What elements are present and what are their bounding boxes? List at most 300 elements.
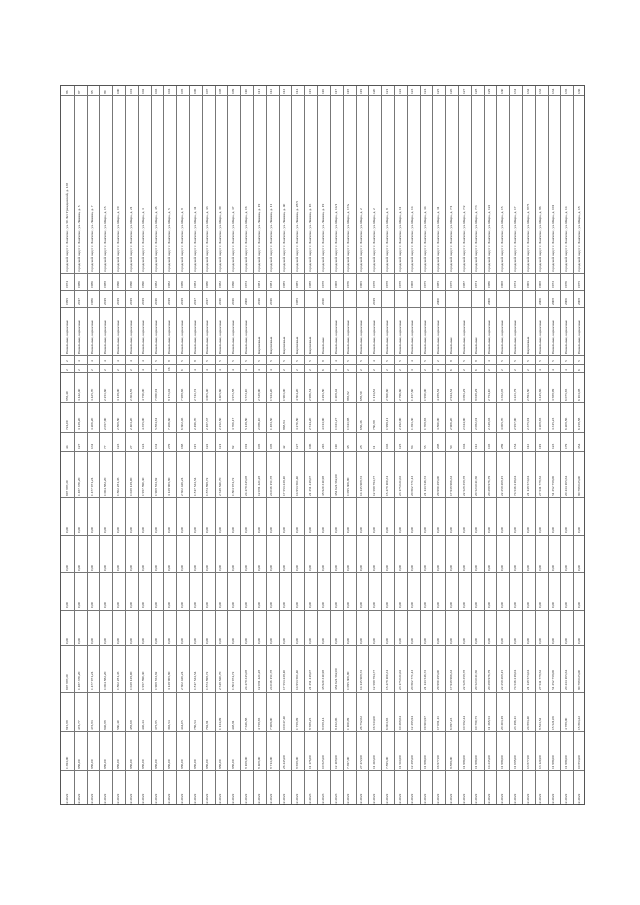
cell-municipal-funds: 0,00 [141,602,146,609]
cell-total-area: 2 893,50 [525,388,530,401]
cell-municipal-funds: 0,00 [346,602,351,609]
cell-regional-funds: 0,00 [128,564,133,571]
cell-year-renovated: 2008 [576,298,581,306]
cell-max-cost-per-sqm: 9 889,00 [448,756,453,769]
cell-residents: 82 [231,445,236,450]
cell-living-area: 2 375,91 [525,418,530,431]
cell-floors: 9 [474,360,479,363]
cell-floors: 2 [435,360,440,363]
cell-max-cost-per-sqm: 986,00 [77,759,82,769]
cell-entrances: 2 [77,368,82,371]
cell-residents: 191 [243,443,248,450]
cell-municipal-funds: 0,00 [410,602,415,609]
cell-entrances: 4 [435,368,440,371]
cell-owner-funds: 0,00 [115,637,120,644]
cell-year-built: 1974 [512,281,517,289]
cell-municipal-funds: 0,00 [269,602,274,609]
cell-residents: 123 [115,443,120,450]
cell-regional-funds: 0,00 [103,564,108,571]
cell-cost-per-sqm: 1 134,09 [218,717,223,730]
cell-wall-material: Панельные, каркасные [371,319,376,354]
cell-total-cost: 22 528 358,78 [461,475,466,496]
cell-floors: 5 [179,360,184,363]
column-separator [61,402,584,403]
row-separator [74,86,75,804]
cell-federal-funds: 0,00 [141,527,146,534]
cell-residents: 145 [487,443,492,450]
cell-federal-funds: 0,00 [269,527,274,534]
cell-municipal-funds: 0,00 [499,602,504,609]
cell-federal-funds: 0,00 [205,527,210,534]
cell-address: городской округ г. Лангепас, ул. Мира, д. 14 [563,206,568,272]
cell-year-renovated: 2019 [167,298,172,306]
cell-federal-funds: 0,00 [487,527,492,534]
cell-fund-cost: 14 145 908,72 [359,670,364,691]
cell-fund-cost: 1 477 971,24 [90,672,95,691]
cell-entrances: 6 [179,368,184,371]
cell-municipal-funds: 0,00 [487,602,492,609]
cell-year-built: 1990 [115,281,120,289]
cell-max-cost-per-sqm: 986,00 [179,759,184,769]
cell-owner-funds: 0,00 [487,637,492,644]
cell-federal-funds: 0,00 [295,527,300,534]
row-separator [407,86,408,804]
cell-total-area: 685,50 [359,390,364,401]
cell-wall-material: Панельные, каркасные [410,319,415,354]
cell-floors: 9 [167,360,172,363]
cell-owner-funds: 0,00 [410,637,415,644]
cell-living-area: 1 041,98 [346,418,351,431]
cell-row-number: 124 [423,88,428,94]
cell-residents: 27 [128,445,133,450]
cell-regional-funds: 0,00 [499,564,504,571]
cell-regional-funds: 0,00 [474,564,479,571]
cell-floors: 4 [103,360,108,363]
cell-year-built: 1975 [423,281,428,289]
cell-living-area: 2 403,20 [128,418,133,431]
cell-row-number: 111 [256,88,261,94]
cell-floors: 5 [307,360,312,363]
cell-completion-date: 12.2022 [512,793,517,805]
cell-year-built: 1988 [307,281,312,289]
cell-entrances: 4 [218,368,223,371]
cell-residents: 115 [192,444,197,450]
cell-owner-funds: 0,00 [551,637,556,644]
cell-living-area: 2 044,90 [461,418,466,431]
cell-residents: 131 [154,443,159,450]
cell-fund-cost: 14 953 561,40 [295,670,300,691]
cell-total-area: 6 163,08 [576,388,581,401]
cell-wall-material: Панельные, каркасные [499,319,504,354]
cell-residents: 289 [499,443,504,450]
cell-total-area: 3 139,00 [115,388,120,401]
cell-residents: 38 [346,445,351,450]
cell-total-area: 4 289,82 [435,388,440,401]
cell-cost-per-sqm: 10 582,44 [461,715,466,730]
cell-address: городской округ г. Лангепас, ул. Мира, д. 5 [167,207,172,272]
cell-federal-funds: 0,00 [410,527,415,534]
cell-municipal-funds: 0,00 [397,602,402,609]
cell-row-number: 133 [538,88,543,94]
cell-max-cost-per-sqm: 8 408,00 [256,756,261,769]
cell-federal-funds: 0,00 [154,527,159,534]
cell-address: городской округ г. Лангепас, ул. Мира, д. 11 [397,206,402,272]
cell-total-cost: 1 095 306,90 [346,477,351,496]
cell-living-area: 2 487,37 [205,418,210,431]
cell-cost-per-sqm: 448,91 [231,720,236,730]
cell-wall-material: Панельные, каркасные [167,319,172,354]
cell-row-number: 97 [77,90,82,94]
cell-wall-material: Панельные, каркасные [423,319,428,354]
row-separator [420,86,421,804]
cell-living-area: 3 208,65 [538,418,543,431]
cell-federal-funds: 0,00 [525,527,530,534]
cell-total-area: 2 364,85 [128,388,133,401]
cell-floors: 5 [576,360,581,363]
cell-federal-funds: 0,00 [563,527,568,534]
cell-floors: 5 [499,360,504,363]
cell-completion-date: 12.2022 [525,793,530,805]
cell-owner-funds: 0,00 [205,637,210,644]
cell-wall-material: Панельные, каркасные [192,319,197,354]
cell-total-area: 2 944,52 [448,388,453,401]
cell-year-built: 1978 [397,281,402,289]
cell-max-cost-per-sqm: 986,00 [154,759,159,769]
cell-municipal-funds: 0,00 [192,602,197,609]
cell-floors: 4 [141,360,146,363]
cell-fund-cost: 1 487 370,20 [77,672,82,691]
cell-fund-cost: 1 064 882,20 [103,672,108,691]
cell-floors: 5 [359,360,364,363]
cell-total-area: 2 560,60 [384,388,389,401]
cell-entrances: 2 [525,368,530,371]
cell-year-built: 1982 [218,281,223,289]
cell-max-cost-per-sqm: 14 235,00 [487,754,492,769]
cell-address: городской округ г. Лангепас, ул. Ленина, д. 28/5 [295,200,300,272]
cell-wall-material: Панельные, каркасные [243,319,248,354]
cell-residents: 50 [448,445,453,450]
cell-wall-material: Кирпичные [295,336,300,354]
cell-entrances: 4 [269,368,274,371]
cell-row-number: 117 [333,88,338,94]
cell-living-area: 3 129,20 [77,418,82,431]
cell-regional-funds: 0,00 [435,564,440,571]
cell-owner-funds: 0,00 [499,637,504,644]
cell-total-area: 965,82 [346,390,351,401]
cell-regional-funds: 0,00 [359,564,364,571]
cell-owner-funds: 0,00 [141,637,146,644]
cell-address: городской округ г. Лангепас, ул. Мира, д. 33 [205,206,210,272]
cell-floors: 9 [320,360,325,363]
cell-year-built: 1990 [128,281,133,289]
cell-fund-cost: 29 980 295,00 [435,670,440,691]
cell-completion-date: 12.2022 [115,793,120,805]
cell-total-area: 1 950,00 [423,388,428,401]
cell-floors: 5 [423,360,428,363]
cell-row-number: 135 [563,88,568,94]
cell-total-cost: 23 175 021,02 [397,475,402,496]
cell-municipal-funds: 0,00 [231,602,236,609]
cell-living-area: 4 013,90 [320,418,325,431]
cell-row-number: 134 [551,88,556,94]
cell-residents: 112 [474,444,479,450]
cell-owner-funds: 0,00 [192,637,197,644]
cell-year-built: 1986 [179,281,184,289]
cell-living-area: 6 258,88 [576,418,581,431]
cell-wall-material: Панельные, каркасные [90,319,95,354]
cell-max-cost-per-sqm: 986,00 [231,759,236,769]
cell-max-cost-per-sqm: 10 853,00 [576,754,581,769]
cell-wall-material: Панельные, каркасные [333,319,338,354]
cell-municipal-funds: 0,00 [333,602,338,609]
cell-fund-cost: 12 599 794,77 [371,670,376,691]
cell-entrances: 2 [307,368,312,371]
cell-regional-funds: 0,00 [371,564,376,571]
cell-floors: 5 [384,360,389,363]
cell-regional-funds: 0,00 [320,564,325,571]
cell-residents: 121 [218,443,223,450]
cell-owner-funds: 0,00 [448,637,453,644]
cell-entrances: 16 [167,367,172,371]
cell-cost-per-sqm: 7 969,00 [269,717,274,730]
cell-entrances: 2 [384,368,389,371]
cell-completion-date: 12.2022 [256,793,261,805]
cell-fund-cost: 27 531 778,52 [538,670,543,691]
cell-residents: 127 [295,443,300,450]
cell-total-area: 1 113,82 [371,388,376,401]
cell-owner-funds: 0,00 [512,637,517,644]
cell-total-cost: 1 862 281,45 [115,477,120,496]
cell-wall-material: Панельные, каркасные [103,319,108,354]
cell-row-number: 116 [320,88,325,94]
cell-year-built: 1981 [269,281,274,289]
cell-wall-material: Панельные, каркасные [115,319,120,354]
cell-regional-funds: 0,00 [461,564,466,571]
cell-cost-per-sqm: 6 097,23 [448,717,453,730]
cell-floors: 5 [295,360,300,363]
cell-year-renovated: 2019 [128,298,133,306]
cell-entrances: 2 [115,368,120,371]
cell-max-cost-per-sqm: 986,00 [103,759,108,769]
cell-wall-material: Панельные, каркасные [551,319,556,354]
cell-residents: 123 [551,443,556,450]
cell-total-area: 1 457,60 [410,388,415,401]
cell-federal-funds: 0,00 [231,527,236,534]
cell-total-cost: 20 289 976,79 [487,475,492,496]
cell-municipal-funds: 0,00 [218,602,223,609]
row-separator [253,86,254,804]
cell-completion-date: 12.2022 [295,793,300,805]
cell-owner-funds: 0,00 [525,637,530,644]
cell-row-number: 100 [115,88,120,94]
cell-total-area: 3 442,40 [77,388,82,401]
cell-address: городской округ г. Лангепас, ул. Мира, д. 16 [243,206,248,272]
cell-max-cost-per-sqm: 986,00 [218,759,223,769]
cell-max-cost-per-sqm: 26 445,00 [282,754,287,769]
cell-fund-cost: 51 352 759,06 [551,670,556,691]
cell-total-cost: 51 352 759,06 [551,475,556,496]
cell-year-built: 1978 [384,281,389,289]
cell-regional-funds: 0,00 [141,564,146,571]
cell-total-cost: 1 028 129,00 [128,477,133,496]
cell-cost-per-sqm: 1 100,09 [346,717,351,730]
cell-fund-cost: 21 143 546,72 [423,670,428,691]
cell-cost-per-sqm: 10 780,75 [474,715,479,730]
cell-row-number: 115 [307,88,312,94]
cell-year-renovated: 1995 [64,298,69,306]
cell-max-cost-per-sqm: 13 120,00 [538,754,543,769]
cell-row-number: 125 [435,88,440,94]
cell-year-built: 1986 [90,281,95,289]
cell-entrances: 2 [512,368,517,371]
cell-cost-per-sqm: 23 196,11 [512,715,517,730]
cell-total-cost: 1 803 974,72 [231,477,236,496]
row-separator [343,86,344,804]
cell-year-renovated: 1986 [90,298,95,306]
row-separator [304,86,305,804]
cell-federal-funds: 0,00 [359,527,364,534]
row-separator [484,86,485,804]
cell-regional-funds: 0,00 [448,564,453,571]
cell-municipal-funds: 0,00 [115,602,120,609]
cell-living-area: 6 208,86 [563,418,568,431]
cell-owner-funds: 0,00 [397,637,402,644]
cell-year-built: 1975 [576,281,581,289]
cell-floors: 4 [410,360,415,363]
cell-address: городской округ г. Лангепас, ул. Ленина, д. 11 [269,203,274,272]
cell-cost-per-sqm: 9 058,14 [320,717,325,730]
cell-year-built: 1976 [346,281,351,289]
column-separator [61,307,584,308]
cell-year-built: 1975 [448,281,453,289]
cell-owner-funds: 0,00 [563,637,568,644]
cell-row-number: 127 [461,88,466,94]
cell-federal-funds: 0,00 [320,527,325,534]
cell-row-number: 101 [128,88,133,94]
cell-year-built: 1987 [461,281,466,289]
cell-wall-material: Панельные, каркасные [346,319,351,354]
cell-wall-material: Кирпичные [282,336,287,354]
cell-floors: 5 [269,360,274,363]
row-separator [573,86,574,804]
cell-cost-per-sqm: 375,85 [154,720,159,730]
cell-floors: 4 [128,360,133,363]
cell-living-area: 6 602,46 [179,418,184,431]
cell-fund-cost: 22 259 268,15 [499,670,504,691]
cell-owner-funds: 0,00 [474,637,479,644]
cell-max-cost-per-sqm: 16 977,00 [435,754,440,769]
cell-total-area: 3 091,29 [461,388,466,401]
cell-entrances: 2 [461,368,466,371]
cell-residents: 105 [269,443,274,450]
cell-year-renovated: 2017 [205,298,210,306]
cell-regional-funds: 0,00 [218,564,223,571]
cell-row-number: 120 [371,88,376,94]
cell-entrances: 2 [371,368,376,371]
cell-address: городской округ г. Лангепас, ул. Мира, д. 2 [359,207,364,272]
cell-address: городской округ г. Лангепас, ул. Мира, д. 7/2 [461,205,466,272]
cell-entrances: 2 [295,368,300,371]
cell-completion-date: 12.2022 [461,793,466,805]
row-separator [496,86,497,804]
column-separator [61,572,584,573]
cell-fund-cost: 15 478 100,31 [384,670,389,691]
cell-completion-date: 12.2022 [64,793,69,805]
cell-federal-funds: 0,00 [384,527,389,534]
cell-federal-funds: 0,00 [179,527,184,534]
cell-federal-funds: 0,00 [77,527,82,534]
cell-residents: 127 [77,443,82,450]
row-separator [227,86,228,804]
cell-max-cost-per-sqm: 986,00 [167,759,172,769]
cell-federal-funds: 0,00 [282,527,287,534]
cell-total-area: 3 405,60 [218,388,223,401]
row-separator [394,86,395,804]
cell-total-area: 3 445,66 [538,388,543,401]
cell-owner-funds: 0,00 [64,637,69,644]
cell-total-area: 855,40 [64,390,69,401]
cell-federal-funds: 0,00 [243,527,248,534]
row-separator [266,86,267,804]
cell-floors: 5 [243,360,248,363]
cell-row-number: 122 [397,88,402,94]
cell-address: городской округ г. Лангепас, ул. Ленина, д. 40 [282,203,287,272]
cell-federal-funds: 0,00 [90,527,95,534]
cell-fund-cost: 1 817 533,54 [192,672,197,691]
cell-cost-per-sqm: 17 681,11 [435,715,440,730]
cell-address: городской округ г. Лангепас, ул. Ленина, д. 16 [307,203,312,272]
column-separator [61,372,584,373]
cell-federal-funds: 0,00 [423,527,428,534]
cell-federal-funds: 0,00 [474,527,479,534]
cell-living-area: 7 266,60 [167,418,172,431]
cell-fund-cost: 17 938 966,33 [448,670,453,691]
cell-federal-funds: 0,00 [346,527,351,534]
cell-regional-funds: 0,00 [551,564,556,571]
cell-living-area: 1 999,11 [384,418,389,431]
cell-year-built: 1986 [487,281,492,289]
cell-living-area: 3 206,20 [90,418,95,431]
cell-row-number: 110 [243,88,248,94]
row-separator [151,86,152,804]
cell-municipal-funds: 0,00 [256,602,261,609]
cell-max-cost-per-sqm: 13 877,00 [525,754,530,769]
cell-regional-funds: 0,00 [64,564,69,571]
cell-total-area: 3 588,99 [551,388,556,401]
cell-total-area: 1 209,42 [333,388,338,401]
cell-address: городской округ г. Лангепас, ул. Мира, д. 37 [231,206,236,272]
column-separator [61,645,584,646]
cell-total-cost: 38 920 310,98 [320,475,325,496]
cell-completion-date: 12.2022 [499,793,504,805]
cell-federal-funds: 0,00 [64,527,69,534]
cell-max-cost-per-sqm: 11 688,00 [512,755,517,769]
cell-living-area: 2 868,80 [115,418,120,431]
cell-wall-material: Панельные [448,337,453,354]
cell-row-number: 105 [179,88,184,94]
cell-year-built: 1974 [64,281,69,289]
column-separator [61,610,584,611]
cell-max-cost-per-sqm: 11 999,00 [499,755,504,769]
cell-entrances: 6 [448,368,453,371]
cell-entrances: 4 [256,368,261,371]
cell-max-cost-per-sqm: 11 999,00 [551,755,556,769]
cell-federal-funds: 0,00 [448,527,453,534]
cell-cost-per-sqm: 8 823,52 [538,717,543,730]
cell-regional-funds: 0,00 [563,564,568,571]
cell-floors: 5 [563,360,568,363]
cell-max-cost-per-sqm: 986,00 [192,759,197,769]
